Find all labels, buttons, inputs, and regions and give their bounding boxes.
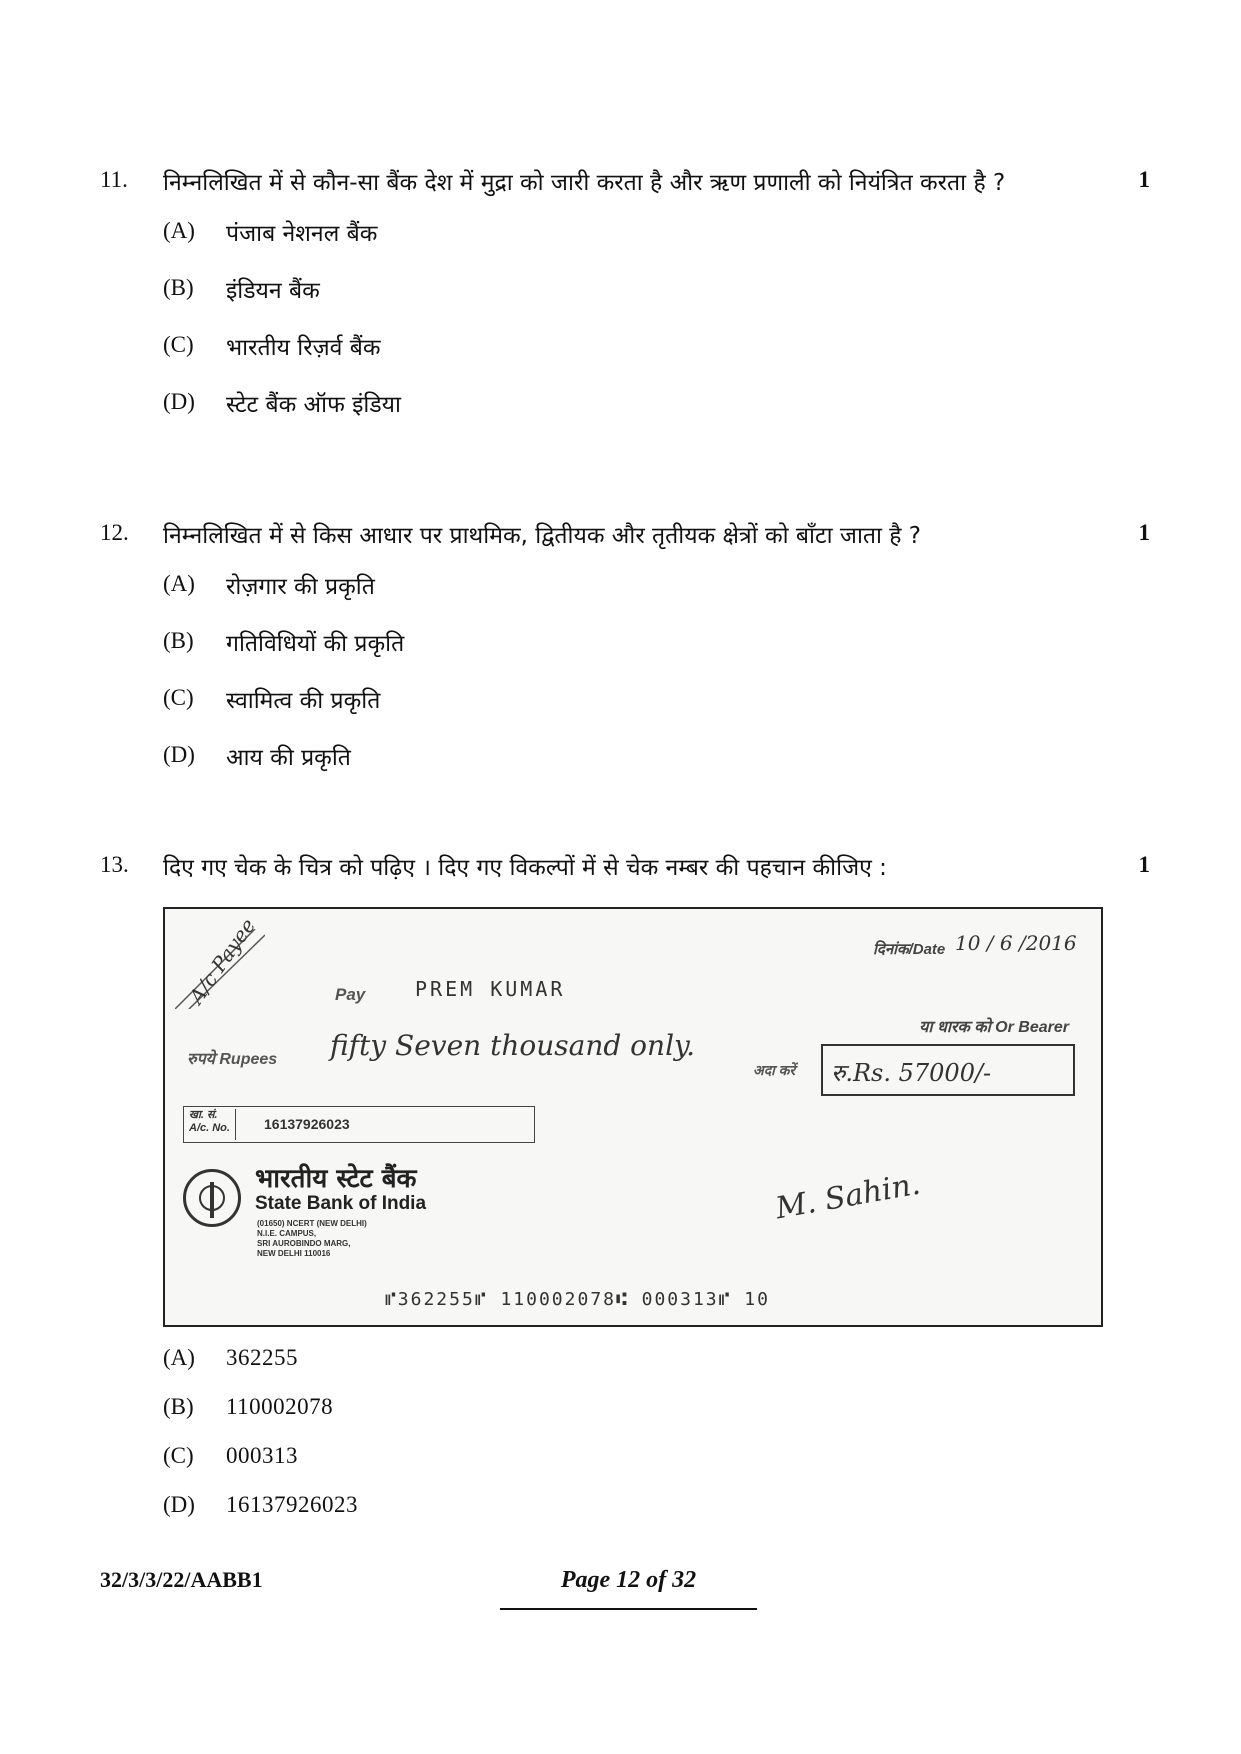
option-label: (D) bbox=[163, 1492, 195, 1517]
question-marks: 1 bbox=[1138, 167, 1150, 192]
option-label: (A) bbox=[163, 571, 195, 596]
account-label: खा. सं. A/c. No. bbox=[186, 1109, 236, 1140]
option-label: (B) bbox=[163, 628, 194, 653]
question-text: निम्नलिखित में से किस आधार पर प्राथमिक, द्वितीयक और तृतीयक क्षेत्रों को बाँटा जाता है ? bbox=[163, 523, 922, 549]
option-b bbox=[163, 628, 1150, 685]
option-text: भारतीय रिज़र्व बैंक bbox=[226, 335, 381, 361]
option-d bbox=[163, 1492, 1150, 1541]
option-c bbox=[163, 1443, 1150, 1492]
account-number: 16137926023 bbox=[264, 1116, 350, 1132]
option-text: स्वामित्व की प्रकृति bbox=[226, 688, 381, 714]
option-label: (C) bbox=[163, 332, 194, 357]
question-12 bbox=[100, 520, 1150, 799]
question-text: निम्नलिखित में से कौन-सा बैंक देश में मुद्रा को जारी करता है और ऋण प्रणाली को नियंत्रित करता है ? bbox=[163, 170, 1006, 196]
question-stem bbox=[100, 167, 1150, 207]
option-text: 000313 bbox=[226, 1443, 298, 1468]
question-marks: 1 bbox=[1138, 520, 1150, 545]
bearer-label: या धारक को Or Bearer bbox=[919, 1019, 1069, 1036]
option-text: 110002078 bbox=[226, 1394, 334, 1419]
question-13 bbox=[100, 852, 1150, 892]
option-label: (A) bbox=[163, 218, 195, 243]
payee-name: PREM KUMAR bbox=[415, 977, 566, 1001]
date-value: 10 / 6 /2016 bbox=[955, 931, 1077, 955]
option-text: 362255 bbox=[226, 1345, 298, 1370]
option-label: (B) bbox=[163, 1394, 194, 1419]
question-11 bbox=[100, 167, 1150, 446]
paper-code: 32/3/3/22/AABB1 bbox=[100, 1567, 263, 1592]
option-text: स्टेट बैंक ऑफ इंडिया bbox=[226, 392, 401, 418]
option-c bbox=[163, 685, 1150, 742]
question-13-options bbox=[100, 1345, 1150, 1541]
bank-name-hindi: भारतीय स्टेट बैंक bbox=[255, 1164, 417, 1194]
footer-divider bbox=[500, 1608, 757, 1610]
option-b bbox=[163, 1394, 1150, 1443]
ac-payee-crossing: A/c Payee bbox=[184, 913, 261, 1009]
option-label: (C) bbox=[163, 1443, 194, 1468]
option-a bbox=[163, 218, 1150, 275]
cheque-image bbox=[163, 907, 1103, 1327]
ada-label: अदा करें bbox=[753, 1062, 796, 1078]
bank-name-english: State Bank of India bbox=[255, 1193, 427, 1214]
option-label: (B) bbox=[163, 275, 194, 300]
option-label: (A) bbox=[163, 1345, 195, 1370]
option-b bbox=[163, 275, 1150, 332]
pay-label: Pay bbox=[335, 985, 366, 1004]
option-label: (D) bbox=[163, 389, 195, 414]
question-stem bbox=[100, 852, 1150, 892]
amount-figures: रु.Rs. 57000/- bbox=[831, 1059, 992, 1087]
option-text: इंडियन बैंक bbox=[226, 278, 320, 304]
option-text: पंजाब नेशनल बैंक bbox=[226, 221, 378, 247]
option-label: (C) bbox=[163, 685, 194, 710]
page-number: Page 12 of 32 bbox=[560, 1567, 697, 1593]
account-number-box bbox=[183, 1106, 535, 1143]
sbi-logo-icon bbox=[183, 1169, 241, 1227]
option-c bbox=[163, 332, 1150, 389]
option-text: आय की प्रकृति bbox=[226, 745, 351, 771]
question-number: 13. bbox=[100, 852, 129, 877]
date-label: दिनांक/Date bbox=[873, 941, 946, 958]
option-d bbox=[163, 389, 1150, 446]
question-number: 12. bbox=[100, 520, 129, 545]
option-text: रोज़गार की प्रकृति bbox=[226, 574, 375, 600]
option-d bbox=[163, 742, 1150, 799]
question-stem bbox=[100, 520, 1150, 560]
micr-line: ⑈362255⑈ 110002078⑆ 000313⑈ 10 bbox=[385, 1289, 770, 1310]
question-number: 11. bbox=[100, 167, 128, 192]
amount-box bbox=[821, 1044, 1075, 1096]
signature: M. Sahin. bbox=[773, 1166, 923, 1227]
rupees-label: रुपये Rupees bbox=[187, 1051, 278, 1068]
option-text: 16137926023 bbox=[226, 1492, 358, 1517]
option-text: गतिविधियों की प्रकृति bbox=[226, 631, 405, 657]
option-label: (D) bbox=[163, 742, 195, 767]
option-a bbox=[163, 1345, 1150, 1394]
branch-address: (01650) NCERT (NEW DELHI) N.I.E. CAMPUS, SRI AUROBINDO MARG, NEW DELHI 110016 bbox=[257, 1219, 367, 1258]
amount-in-words: fifty Seven thousand only. bbox=[330, 1029, 696, 1062]
option-a bbox=[163, 571, 1150, 628]
question-text: दिए गए चेक के चित्र को पढ़िए । दिए गए विकल्पों में से चेक नम्बर की पहचान कीजिए : bbox=[163, 855, 887, 881]
question-marks: 1 bbox=[1138, 852, 1150, 877]
